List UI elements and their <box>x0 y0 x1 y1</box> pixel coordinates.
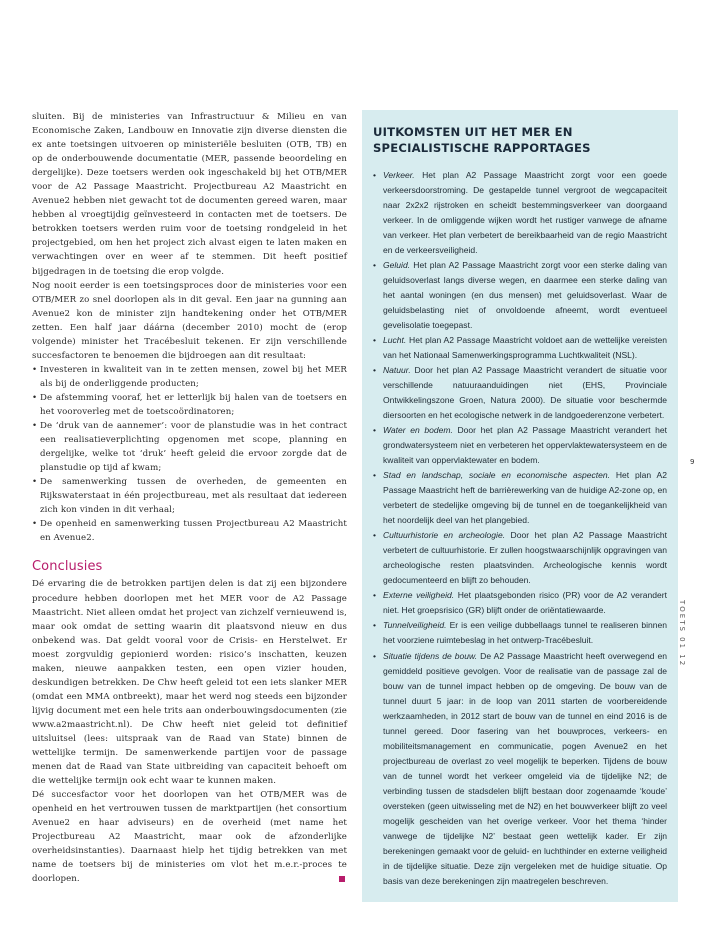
list-item <box>373 423 667 468</box>
item-text: Het plaatsgebonden risico (PR) voor de A2 verandert niet. Het groepsrisico (GR) blijft onder de oriëntatiewaarde. <box>383 590 667 616</box>
item-text: Door het plan A2 Passage Maastricht verandert de situatie voor verschillende natuuraanduidingen niet (EHS, Provinciale Ontwikkelingszone Groen, Natura 2000). De situatie voor beschermde diersoorten en het ecologische netwerk in de landgoederenzone verbetert. <box>383 365 667 421</box>
conclusions-paragraph: Dé ervaring die de betrokken partijen delen is dat zij een bijzondere procedure hebben doorlopen met het MER voor de A2 Passage Maastricht. Niet alleen omdat het project van zichzelf vernieuwend is, maar ook omdat de setting waarin dit plaatsvond nieuw en dus onbekend was. Dat geldt vooral voor de Crisis- en Herstelwet. Er moest zorgvuldig gepionierd worden: risico’s inschatten, keuzen maken, nieuwe aanpakken testen, een open vizier houden, deskundigen betrekken. De Chw heeft geleid tot een iets slanker MER (omdat een MMA ontbreekt), maar het werd nog steeds een bijzonder lijvig document met een hele trits aan onderbouwingsdocumenten (zie www.a2maastricht.nl). De Chw heeft niet geleid tot definitief uitsluitsel (lees: uitspraak van de Raad van State) binnen de wettelijke termijn. De samenwerkende partijen voor de passage menen dat de Raad van State uitbreiding van capaciteit behoeft om die wettelijke termijn ook echt waar te kunnen maken. <box>32 579 347 787</box>
item-text: Het plan A2 Passage Maastricht zorgt voor een goede verkeersdoorstroming. De gestapelde tunnel vergroot de wegcapaciteit naar 2x2x2 rijstroken en scheidt bestemmingsverkeer van doorgaand verkeer. In de omliggende wijken wordt het rustiger vanwege de afname van verkeer. Het plan verbetert de bereikbaarheid van de regio Maastricht en de verkeersveiligheid. <box>383 170 667 256</box>
running-head: TOETS 01 12 <box>678 600 686 668</box>
conclusions-heading: Conclusies <box>32 559 103 575</box>
second-paragraph: Nog nooit eerder is een toetsingsproces door de ministeries voor een OTB/MER zo snel doorlopen als in dit geval. Een jaar na gunning aan Avenue2 kon de minister zijn handtekening onder het OTB/MER zetten. Een half jaar dáárna (december 2010) mocht de (erop volgende) minister het Tracébesluit tekenen. Er zijn verschillende succesfactoren te benoemen die bijdroegen aan dit resultaat: <box>32 280 347 361</box>
item-text: Door het plan A2 Passage Maastricht verbetert de cultuurhistorie. Er zullen hoogstwaarschijnlijk opgravingen van archeologische resten plaatsvinden. Archeologische kennis wordt gedocumenteerd en blijft zo behouden. <box>383 530 667 586</box>
list-item <box>373 468 667 528</box>
list-item <box>373 258 667 333</box>
item-term: Externe veiligheid. <box>383 590 455 601</box>
list-item <box>373 363 667 423</box>
item-term: Natuur. <box>383 365 411 376</box>
item-text: Het plan A2 Passage Maastricht heft de barrièrewerking van de huidige A2-zone op, en verbetert de stedelijke omgeving bij de tunnel en de toegankelijkheid van het noordelijk deel van het plangebied. <box>383 470 667 526</box>
item-text: Er is een veilige dubbellaags tunnel te realiseren binnen het voorziene ruimtebeslag in het ontwerp-Tracébesluit. <box>383 620 667 646</box>
item-term: Stad en landschap, sociale en economische aspecten. <box>383 470 611 481</box>
success-factors-list <box>32 363 347 546</box>
list-item <box>373 528 667 588</box>
sidebar-title: UITKOMSTEN UIT HET MER EN SPECIALISTISCHE RAPPORTAGES <box>373 125 591 155</box>
item-text: De A2 Passage Maastricht heeft overwegend en gemiddeld positieve gevolgen. Voor de realisatie van de passage zal de bouw van de tunnel impact hebben op de omgeving. De bouw van de tunnel duurt 5 jaar: in de loop van 2011 starten de voorbereidende werkzaamheden, in 2012 start de bouw van de tunnel en eind 2016 is de tunnel gereed. Door fasering van het bouwproces, verkeers- en mobiliteitsmanagement en communicatie, pogen Avenue2 en het projectbureau de overlast zo veel mogelijk te beperken. Tijdens de bouw van de tunnel wordt het verkeer omgeleid via de tijdelijke N2; de verbinding tussen de stadsdelen blijft bestaan door zogenaamde ‘koude’ oversteken (geen uitwisseling met de N2) en het bouwverkeer blijft zo veel mogelijk gescheiden van het overige verkeer. Voor het thema ‘hinder vanwege de tijdelijke N2’ bestaat geen wettelijk kader. Er zijn berekeningen gemaakt voor de geluid- en luchthinder en externe veiligheid in de tijdelijke situatie. Deze zijn vergeleken met de huidige situatie. Op basis van deze berekeningen zijn maatregelen beschreven. <box>383 650 667 886</box>
list-item: • De openheid en samenwerking tussen Projectbureau A2 Maastricht en Avenue2. <box>32 517 347 545</box>
item-text: Het plan A2 Passage Maastricht voldoet aan de wettelijke vereisten van het Nationaal Samenwerkingsprogramma Luchtkwaliteit (NSL). <box>383 335 667 361</box>
item-term: Geluid. <box>383 260 411 271</box>
list-item: • De samenwerking tussen de overheden, de gemeenten en Rijkswaterstaat in één projectbureau, met als resultaat dat iedereen zich kon vinden in dit verhaal; <box>32 475 347 517</box>
item-term: Verkeer. <box>383 170 415 180</box>
item-term: Situatie tijdens de bouw. <box>383 650 478 661</box>
end-of-article-marker <box>339 876 345 882</box>
list-item <box>373 649 667 889</box>
results-list <box>373 168 667 889</box>
list-item: • Investeren in kwaliteit van in te zetten mensen, zowel bij het MER als bij de onderliggende producten; <box>32 363 347 391</box>
intro-paragraph: sluiten. Bij de ministeries van Infrastructuur & Milieu en van Economische Zaken, Landbouw en Innovatie zijn diverse diensten die ex ante toetsingen uitvoeren op ministeriële besluiten (OTB, TB) en op de onderbouwende documentatie (MER, passende beoordeling en dergelijke). Deze toetsers werden ook ingeschakeld bij het OTB/MER voor de A2 Passage Maastricht. Projectbureau A2 Maastricht en Avenue2 hebben niet gewacht tot de documenten gereed waren, maar hebben al vroegtijdig geïnvesteerd in contacten met de toetsers. De betrokken toetsers werden ruim voor de toetsing rondgeleid in het projectgebied, om hen het project zich alvast eigen te laten maken en verwachtingen over en weer af te stemmen. Dit heeft positief bijgedragen in de toetsing die erop volgde. <box>32 112 347 277</box>
item-text: Door het plan A2 Passage Maastricht verandert het grondwatersysteem niet en verbeteren het oppervlaktewatersysteem en de kwaliteit van oppervlaktewater en bodem. <box>383 425 668 466</box>
list-item <box>373 618 667 648</box>
list-item <box>373 588 667 618</box>
main-text-column <box>32 110 347 886</box>
item-term: Cultuurhistorie en archeologie. <box>383 530 506 541</box>
item-term: Lucht. <box>383 335 407 346</box>
conclusions-text: Dé succesfactor voor het doorlopen van het OTB/MER was de openheid en het vertrouwen tussen de marktpartijen (het consortium Avenue2 en haar adviseurs) en de overheid (met name het Projectbureau A2 Maastricht, maar ook de afzonderlijke overheidsinstanties). Daarnaast hielp het tijdig betrekken van met name de toetsers bij de ministeries om vlot het m.e.r.-proces te doorlopen. <box>32 790 347 885</box>
item-text: Het plan A2 Passage Maastricht zorgt voor een sterke daling van geluidsoverlast langs diverse wegen, en daarmee een sterke daling van het aantal woningen (en dus mensen) met geluidsoverlast. Waar de geluidsbelasting niet of onvoldoende afneemt, wordt eventueel gevelisolatie toegepast. <box>383 260 667 331</box>
list-item: • De afstemming vooraf, het er letterlijk bij halen van de toetsers en het vooroverleg met de toetscoördinatoren; <box>32 391 347 419</box>
item-term: Tunnelveiligheid. <box>383 620 447 631</box>
page-number: 9 <box>690 458 695 466</box>
list-item: • De ‘druk van de aannemer’: voor de planstudie was in het contract een realisatieverplichting opgenomen met scope, planning en dergelijke, welke tot ‘druk’ heeft geleid die ervoor zorgde dat de planstudie op tijd af kwam; <box>32 419 347 475</box>
results-sidebar <box>362 110 678 902</box>
conclusions-paragraph <box>32 788 347 886</box>
item-term: Water en bodem. <box>383 425 453 436</box>
list-item <box>373 168 667 258</box>
list-item <box>373 333 667 363</box>
